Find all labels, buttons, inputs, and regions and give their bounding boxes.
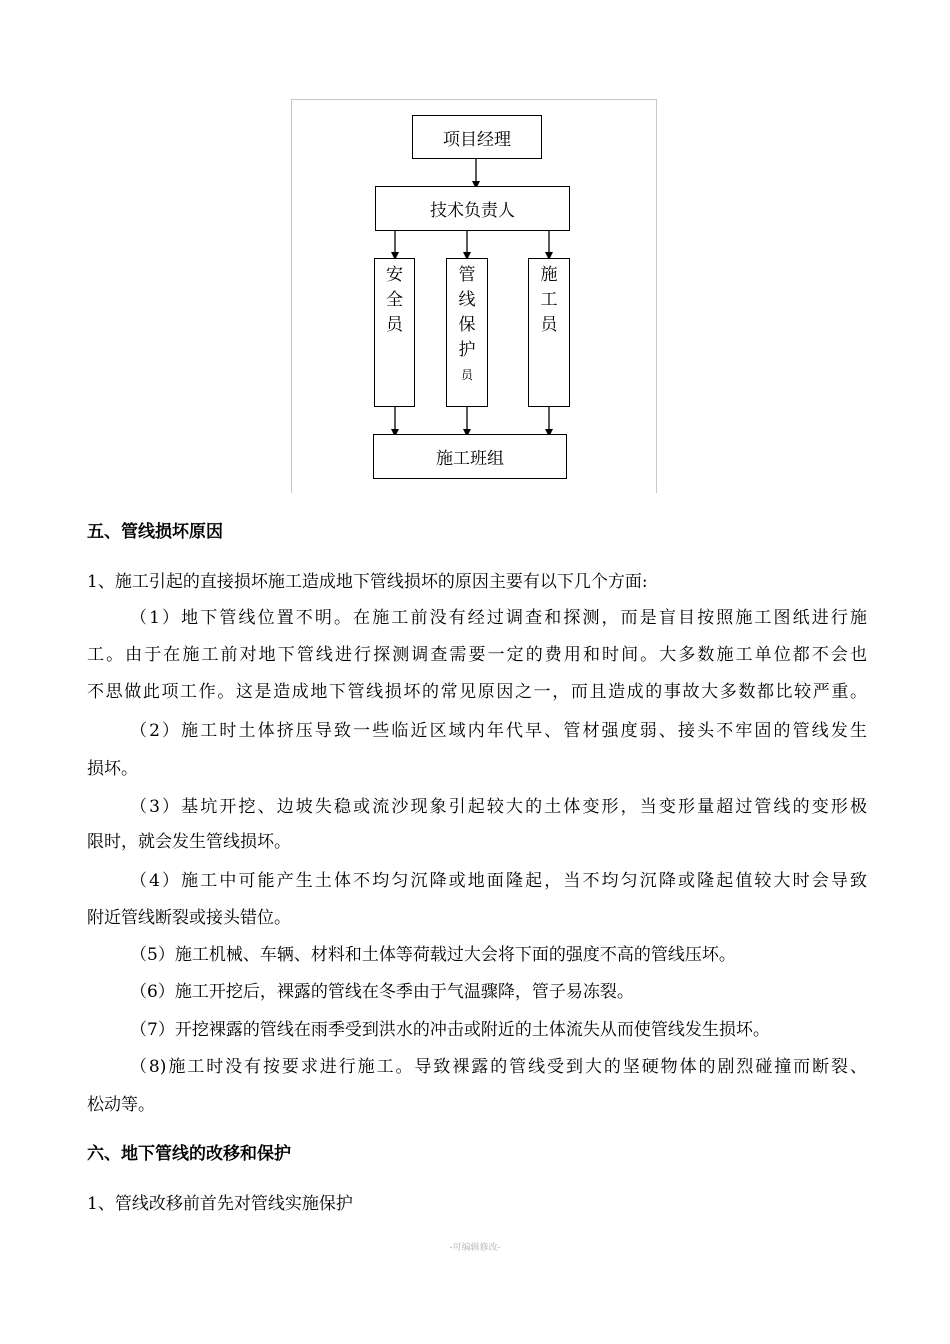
paragraph-line: 松动等。 (87, 1095, 155, 1115)
paragraph-line: 限时，就会发生管线损坏。 (87, 832, 291, 852)
node-char: 线 (458, 290, 476, 310)
paragraph-line: （5）施工机械、车辆、材料和土体等荷载过大会将下面的强度不高的管线压坏。 (130, 945, 736, 965)
node-char: 保 (458, 315, 476, 335)
page-footer: -可编辑修改- (449, 1243, 501, 1253)
node-char: 工 (540, 290, 558, 310)
list-item: 1、施工引起的直接损坏施工造成地下管线损坏的原因主要有以下几个方面: (87, 572, 648, 592)
node-label: 技术负责人 (430, 201, 515, 221)
paragraph-line: （1）地下管线位置不明。在施工前没有经过调查和探测，而是盲目按照施工图纸进行施 (130, 608, 867, 628)
node-char: 员 (460, 368, 473, 382)
paragraph-line: 附近管线断裂或接头错位。 (87, 908, 291, 928)
section-heading: 六、地下管线的改移和保护 (87, 1144, 291, 1164)
node-char: 施 (540, 265, 558, 285)
node-label: 施工班组 (436, 449, 504, 469)
node-construction-team (373, 434, 567, 479)
node-project-manager (412, 115, 542, 159)
node-construction-officer (528, 258, 570, 407)
paragraph-line: 损坏。 (87, 759, 138, 779)
org-chart-connectors (0, 0, 950, 500)
paragraph-line: （8)施工时没有按要求进行施工。导致裸露的管线受到大的坚硬物体的剧烈碰撞而断裂、 (130, 1057, 867, 1077)
paragraph-line: 工。由于在施工前对地下管线进行探测调查需要一定的费用和时间。大多数施工单位都不会也 (87, 645, 867, 665)
paragraph-line: （6）施工开挖后，裸露的管线在冬季由于气温骤降，管子易冻裂。 (130, 982, 634, 1002)
node-char: 员 (386, 315, 403, 335)
paragraph-line: 不思做此项工作。这是造成地下管线损坏的常见原因之一，而且造成的事故大多数都比较严重。 (87, 682, 867, 702)
section-heading: 五、管线损坏原因 (87, 522, 223, 542)
list-item: 1、管线改移前首先对管线实施保护 (87, 1194, 353, 1214)
paragraph-line: （4）施工中可能产生土体不均匀沉降或地面隆起，当不均匀沉降或隆起值较大时会导致 (130, 871, 867, 891)
paragraph-line: （3）基坑开挖、边坡失稳或流沙现象引起较大的土体变形，当变形量超过管线的变形极 (130, 797, 867, 817)
node-pipeline-protection-officer (446, 258, 488, 407)
node-char: 安 (386, 265, 403, 285)
node-char: 管 (458, 265, 476, 285)
node-label: 项目经理 (443, 129, 511, 150)
node-safety-officer (374, 258, 415, 407)
node-char: 全 (386, 290, 403, 310)
paragraph-line: （2）施工时土体挤压导致一些临近区域内年代早、管材强度弱、接头不牢固的管线发生 (130, 721, 867, 741)
node-char: 护 (458, 340, 476, 360)
paragraph-line: （7）开挖裸露的管线在雨季受到洪水的冲击或附近的土体流失从而使管线发生损坏。 (130, 1020, 770, 1040)
node-tech-lead (375, 186, 570, 231)
node-char: 员 (540, 315, 558, 335)
